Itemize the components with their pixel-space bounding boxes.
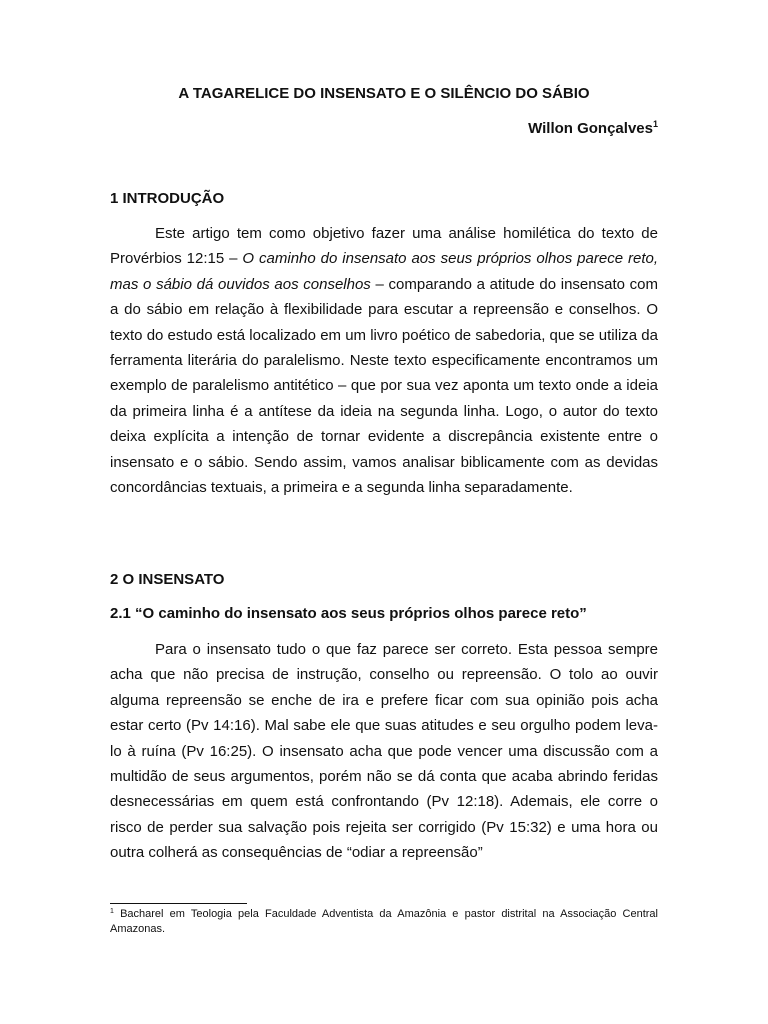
intro-bible-quote: O caminho do insensato aos seus próprios olhos parece reto, mas o sábio dá ouvidos aos conselhos <box>110 250 658 293</box>
section-heading-introduction: 1 INTRODUÇÃO <box>110 190 225 207</box>
footnote-reference[interactable]: 1 <box>652 119 658 129</box>
document-title: A TAGARELICE DO INSENSATO E O SILÊNCIO DO SÁBIO <box>178 85 590 102</box>
intro-text-end: – comparando a atitude do insensato com a do sábio em relação à flexibilidade para escutar a repreensão e conselhos. O texto do estudo está localizado em um livro poético de sabedoria, que se utiliza da ferramenta literária do paralelismo. Neste texto especificamente encontramos um exemplo de paralelismo antitético – que por sua vez aponta um texto onde a ideia da primeira linha é a antítese da ideia na segunda linha. Logo, o autor do texto deixa explícita a intenção de tornar evidente a discrepância existente entre o insensato e o sábio. Sendo assim, vamos analisar biblicamente com as devidas concordâncias textuais, a primeira e a segunda linha separadamente. <box>110 275 658 497</box>
section-heading-insensato: 2 O INSENSATO <box>110 571 225 588</box>
intro-paragraph <box>110 221 658 500</box>
intro-text-start: Este artigo tem como objetivo fazer uma análise homilética do texto de Provérbios 12:15 – <box>110 225 658 268</box>
subsection-heading-2-1: 2.1 “O caminho do insensato aos seus próprios olhos parece reto” <box>110 605 587 622</box>
footnote-mark: 1 <box>110 908 114 915</box>
footnote-separator <box>110 903 247 904</box>
footnote <box>110 907 658 937</box>
footnote-text: Bacharel em Teologia pela Faculdade Adventista da Amazônia e pastor distrital na Associação Central Amazonas. <box>110 908 658 935</box>
subsection-2-1-paragraph: Para o insensato tudo o que faz parece ser correto. Esta pessoa sempre acha que não precisa de instrução, conselho ou repreensão. O tolo ao ouvir alguma repreensão se enche de ira e prefere ficar com sua opinião pois acha estar certo (Pv 14:16). Mal sabe ele que suas atitudes e seu orgulho podem leva-lo à ruína (Pv 16:25). O insensato acha que pode vencer uma discussão com a multidão de seus argumentos, porém não se dá conta que acaba abrindo feridas desnecessárias em quem está confrontando (Pv 12:18). Ademais, ele corre o risco de perder sua salvação pois rejeita ser corrigido (Pv 15:32) e uma hora ou outra colherá as consequências de “odiar a repreensão” <box>110 641 658 862</box>
author-name: Willon Gonçalves <box>528 120 653 137</box>
author-line <box>110 119 658 139</box>
